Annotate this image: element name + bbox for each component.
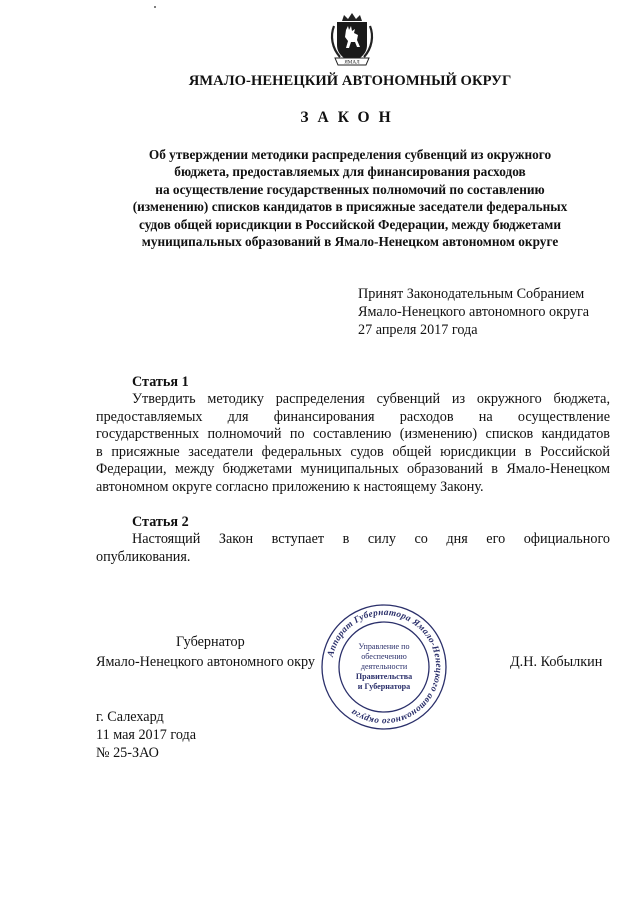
article-line: предоставляемых для финансирования расходов на осуществление: [96, 408, 610, 425]
stamp-seal-icon: [318, 601, 450, 733]
article-1-body: [96, 391, 610, 497]
subject-line: на осуществление государственных полномочий по составлению: [155, 181, 545, 197]
document-type-title: ЗАКОН: [300, 109, 400, 126]
subject-line: бюджета, предоставляемых для финансирования расходов: [174, 164, 526, 180]
article-line: государственных полномочий по составлению (изменению) списков кандидатов: [96, 426, 610, 443]
signing-date: 11 мая 2017 года: [96, 727, 197, 743]
stamp-center-line: Правительства: [355, 672, 413, 681]
article-line: опубликования.: [96, 548, 191, 565]
document-footer: [96, 708, 196, 762]
article-2-body: [96, 531, 610, 566]
adoption-note: [358, 285, 628, 339]
stamp-ring-text: Аппарат Губернатора Ямало-Ненецкого автономного округа: [325, 606, 445, 728]
official-stamp: [318, 601, 450, 733]
stamp-center-line: и Губернатора: [357, 682, 411, 691]
signatory-name: Д.Н. Кобылкин: [510, 654, 603, 670]
stamp-center-line: обеспечению: [361, 652, 407, 661]
document-subject: [80, 146, 620, 250]
signatory-title: Губернатор: [176, 634, 245, 650]
article-2-heading: Статья 2: [132, 514, 189, 530]
signing-place: г. Салехард: [96, 709, 164, 725]
article-1-heading: Статья 1: [132, 374, 189, 390]
coat-of-arms-emblem: [327, 12, 377, 68]
article-line: автономном округе согласно приложению к настоящему Закону.: [96, 478, 484, 495]
emblem-ribbon-text: ЯМАЛ: [344, 59, 360, 66]
stamp-center-line: деятельности: [360, 662, 408, 671]
stamp-center-line: Управление по: [358, 642, 410, 651]
adoption-date: 27 апреля 2017 года: [358, 322, 478, 338]
signatory-region: Ямало-Ненецкого автономного окру: [96, 654, 315, 670]
subject-line: (изменению) списков кандидатов в присяжные заседатели федеральных: [132, 199, 568, 215]
law-number: № 25-ЗАО: [96, 745, 159, 761]
region-header: ЯМАЛО-НЕНЕЦКИЙ АВТОНОМНЫЙ ОКРУГ: [188, 73, 512, 89]
article-line: Федерации, между бюджетами муниципальных образований в Ямало-Ненецком: [96, 461, 610, 478]
scan-speck: [154, 6, 156, 8]
subject-line: муниципальных образований в Ямало-Ненецком автономном округе: [141, 234, 559, 250]
adoption-line: Принят Законодательным Собранием: [358, 286, 585, 302]
subject-line: судов общей юрисдикции в Российской Федерации, между бюджетами: [138, 216, 562, 232]
article-line: в присяжные заседатели федеральных судов общей юрисдикции в Российской: [96, 443, 610, 460]
article-line: Утвердить методику распределения субвенций из окружного бюджета,: [132, 391, 610, 407]
coat-of-arms-icon: [327, 12, 377, 68]
adoption-line: Ямало-Ненецкого автономного округа: [358, 304, 590, 320]
subject-line: Об утверждении методики распределения субвенций из окружного: [148, 147, 552, 162]
article-line: Настоящий Закон вступает в силу со дня его официального: [132, 531, 610, 547]
